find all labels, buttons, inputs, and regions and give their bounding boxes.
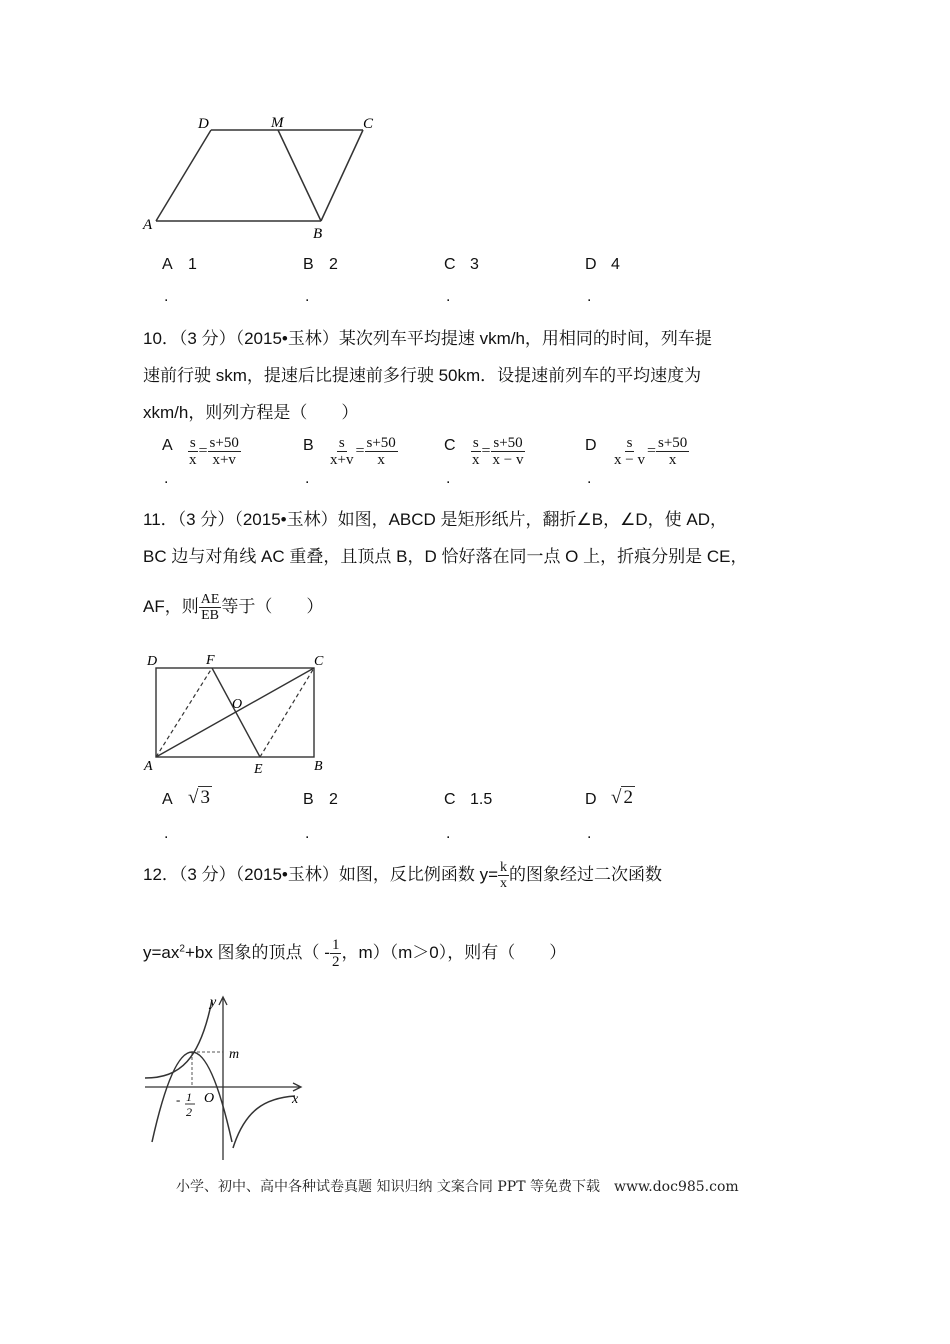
q11-line-3 (143, 592, 323, 623)
q11-line-1: 11．（3 分）（2015•玉林）如图，ABCD 是矩形纸片，翻折∠B，∠D，使 AD， (143, 510, 727, 529)
label-D: D (147, 654, 158, 669)
equals-sign: = (646, 442, 656, 460)
option-dot: . (446, 825, 451, 842)
option-letter: D (585, 256, 597, 273)
frac-den: x (472, 452, 480, 468)
superscript: 2 (179, 943, 185, 955)
label-O: O (232, 697, 243, 712)
option-letter: D (585, 791, 597, 808)
option-dot: . (587, 825, 592, 842)
equation-d (612, 435, 689, 468)
label-D: D (198, 116, 209, 132)
frac-den: x+v (212, 452, 236, 468)
q10-line-3: xkm/h，则列方程是（ ） (143, 403, 359, 422)
option-value: 4 (611, 256, 620, 273)
option-letter: A (162, 791, 173, 808)
label-B: B (313, 226, 323, 242)
option-dot: . (164, 288, 169, 305)
label-minus: - (176, 1092, 181, 1107)
frac-num: AE (200, 592, 220, 608)
sqrt-expression: √ 2 (611, 787, 633, 808)
option-dot: . (587, 288, 592, 305)
q11-line-3-pre: AF，则 (143, 597, 199, 616)
option-value: 1 (188, 256, 197, 273)
q12-line-2-mid: +bx 图象的顶点（ - (184, 942, 330, 962)
radicand: 2 (623, 787, 633, 808)
frac-den: x (668, 452, 677, 468)
equals-sign: = (355, 442, 365, 460)
option-letter: C (444, 256, 456, 273)
option-letter: A (162, 437, 173, 454)
frac-num: s+50 (209, 435, 239, 451)
equation-b (328, 435, 398, 468)
option-dot: . (587, 470, 592, 487)
label-A: A (143, 217, 153, 233)
label-C: C (314, 654, 324, 669)
rectangle-fold-figure (140, 648, 340, 776)
equals-sign: = (481, 442, 491, 460)
sqrt-expression: √ 3 (188, 787, 210, 808)
frac-den: x (377, 452, 385, 468)
option-dot: . (305, 825, 310, 842)
label-F: F (206, 653, 215, 668)
option-letter: B (303, 791, 314, 808)
frac-den: x+v (330, 452, 354, 468)
frac-num: s (472, 435, 479, 451)
label-m: m (229, 1047, 240, 1062)
parallelogram-figure (138, 108, 388, 243)
label-B: B (314, 759, 323, 774)
frac-den: x (189, 452, 197, 468)
option-value: 3 (470, 256, 479, 273)
equation-c (470, 435, 526, 468)
label-M: M (271, 115, 284, 131)
option-dot: . (305, 288, 310, 305)
option-letter: C (444, 791, 456, 808)
label-x: x (292, 1092, 299, 1107)
radicand: 3 (200, 787, 210, 808)
option-value: 1.5 (470, 791, 493, 808)
q10-line-2: 速前行驶 skm，提速后比提速前多行驶 50km．设提速前列车的平均速度为 (143, 366, 702, 385)
option-dot: . (164, 825, 169, 842)
frac-num: 1 (331, 937, 340, 953)
q12-line-2-post: ，m）（m＞0），则有（ ） (341, 942, 567, 962)
frac-den: x (500, 876, 508, 892)
frac-den: 2 (331, 954, 340, 970)
q12-line-2 (143, 937, 566, 970)
option-dot: . (446, 288, 451, 305)
option-letter: D (585, 437, 597, 454)
label-half-num: 1 (186, 1090, 192, 1104)
frac-num: s+50 (493, 435, 523, 451)
q11-line-3-post: 等于（ ） (221, 597, 324, 616)
option-letter: B (303, 437, 314, 454)
frac-den: EB (201, 608, 220, 624)
option-letter: C (444, 437, 456, 454)
option-dot: . (164, 470, 169, 487)
frac-den: x − v (492, 452, 524, 468)
option-value: 2 (329, 256, 338, 273)
function-graph-figure (140, 990, 315, 1162)
equation-a (187, 435, 241, 468)
label-C: C (363, 116, 374, 132)
label-E: E (254, 762, 263, 776)
q12-line-2-pre: y=ax (143, 942, 180, 962)
equals-sign: = (198, 442, 208, 460)
frac-num: s (626, 435, 633, 451)
q10-line-1: 10．（3 分）（2015•玉林）某次列车平均提速 vkm/h，用相同的时间，列车提 (143, 329, 712, 348)
label-y: y (210, 995, 217, 1010)
frac-num: s+50 (366, 435, 396, 451)
option-letter: B (303, 256, 314, 273)
frac-num: k (500, 860, 508, 876)
frac-num: s+50 (658, 435, 688, 451)
option-value: 2 (329, 791, 338, 808)
q11-line-2: BC 边与对角线 AC 重叠，且顶点 B，D 恰好落在同一点 O 上，折痕分别是 CE， (143, 547, 748, 566)
frac-num: s (189, 435, 196, 451)
frac-num: s (338, 435, 345, 451)
label-A: A (144, 759, 153, 774)
label-half-den: 2 (186, 1105, 192, 1119)
page-footer: 小学、初中、高中各种试卷真题 知识归纳 文案合同 PPT 等免费下载 www.doc985.com (176, 1179, 739, 1195)
frac-den: x − v (614, 452, 645, 468)
label-O: O (204, 1091, 215, 1106)
option-letter: A (162, 256, 173, 273)
q12-line-1-post: 的图象经过二次函数 (509, 865, 663, 884)
option-dot: . (305, 470, 310, 487)
option-dot: . (446, 470, 451, 487)
q12-line-1-pre: 12．（3 分）（2015•玉林）如图，反比例函数 y= (143, 865, 499, 884)
q12-line-1 (143, 860, 662, 891)
